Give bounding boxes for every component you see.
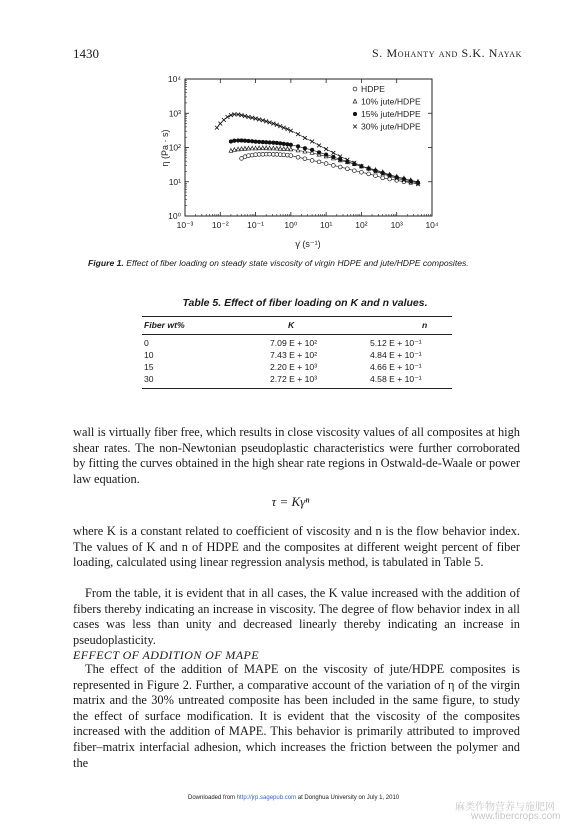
legend-marker [353,125,357,129]
data-point [218,122,222,126]
data-point [324,147,328,151]
legend-marker [353,87,357,91]
y-tick-label: 10² [168,142,181,153]
power-law-equation: τ = Kγⁿ [271,494,310,509]
data-point [317,144,321,148]
y-tick-label: 10³ [168,108,181,119]
data-point [229,140,233,144]
data-point [289,154,293,158]
data-point [254,146,258,150]
data-point [232,148,236,152]
legend-label: 30% jute/HDPE [361,121,421,132]
data-point [296,155,300,159]
data-point [247,139,251,143]
data-point [264,146,268,150]
table-row [142,374,452,386]
table-row [142,362,452,374]
data-point [215,126,219,130]
x-tick-label: 10⁻¹ [247,220,264,230]
data-point [310,159,314,163]
legend-label: 15% jute/HDPE [361,109,421,119]
data-point [247,146,251,150]
data-point [352,169,356,173]
table-cell: 2.20 E + 10³ [270,362,318,372]
data-point [278,124,282,128]
data-point [232,139,236,143]
data-point [296,148,300,152]
data-point [250,146,254,150]
data-point [243,146,247,150]
table-title: Table 5. Effect of fiber loading on K and n values. [182,297,428,309]
data-point [268,121,272,125]
data-point [338,165,342,169]
x-tick-label: 10¹ [319,220,333,230]
data-point [268,141,272,145]
x-tick-label: 10³ [390,220,403,230]
x-axis-label: γ̇ (s⁻¹) [295,239,321,249]
data-point [331,155,335,159]
table-row [142,350,452,362]
legend-marker [353,99,357,103]
body-paragraph-4: The effect of the addition of MAPE on the viscosity of jute/HDPE composites is represented in Figure 2. Further, a comparative account of the variation of η of the virgin matrix and the 30% untreated composite has been included in the same figure, to study the effect of surface modification. It is evident that the viscosity of the composites increased with the addition of MAPE. This behavior is primarily attributed to improved fiber–matrix interfacial adhesion, which increases the friction between the polymer and the [73,662,520,770]
data-point [268,146,272,150]
data-point [374,174,378,178]
download-suffix: at Donghua University on July 1, 2010 [297,795,400,801]
running-head: S. Mohanty and S.K. Nayak [372,46,522,60]
data-point [261,146,265,150]
data-point [310,140,314,144]
section-heading: EFFECT OF ADDITION OF MAPE [73,648,259,662]
table-cell: 7.09 E + 10² [270,338,318,348]
data-point [278,146,282,150]
data-point [268,152,272,156]
data-point [243,139,247,143]
table-cell: 5.12 E + 10⁻¹ [370,338,422,348]
data-point [296,132,300,136]
data-point [257,140,261,144]
data-point [381,176,385,180]
data-point [367,172,371,176]
x-tick-label: 10⁻³ [176,220,194,230]
data-point [331,164,335,168]
data-point [310,148,314,152]
data-point [303,146,307,150]
table-cell: 30 [144,374,154,384]
table-cell: 4.66 E + 10⁻¹ [370,362,422,372]
chart-legend [353,84,421,132]
data-point [264,119,268,123]
table-row [142,338,452,350]
table-cell: 10 [144,350,154,360]
data-point [282,126,286,130]
table-rule-top [142,316,452,317]
table-cell: 7.43 E + 10² [270,350,318,360]
data-point [324,153,328,157]
figure-caption-text: Effect of fiber loading on steady state viscosity of virgin HDPE and jute/HDPE composites. [126,258,469,268]
data-point [296,144,300,148]
table-cell: 4.84 E + 10⁻¹ [370,350,422,360]
data-point [226,115,230,119]
table-cell: 4.58 E + 10⁻¹ [370,374,422,384]
watermark-chinese: 麻类作物营养与施肥网 [455,802,555,813]
legend-label: HDPE [361,84,385,94]
data-point [303,157,307,161]
figure-caption-label: Figure 1. [88,258,124,268]
x-tick-label: 10⁴ [425,220,439,230]
figure-caption [88,258,528,268]
table-header-k: K [288,320,295,330]
x-tick-label: 10⁻² [211,220,229,230]
data-point [324,162,328,166]
data-point [271,146,275,150]
data-point [282,153,286,157]
table-cell: 15 [144,362,154,372]
viscosity-chart [150,66,450,252]
table-rule-mid [142,334,452,335]
data-point [271,122,275,126]
data-point [303,136,307,140]
table-header-fiber: Fiber wt% [144,320,185,330]
watermark-url: www.fibercrops.com [471,811,561,822]
data-point [317,150,321,154]
body-paragraph-2: where K is a constant related to coefficient of viscosity and n is the flow behavior index. The values of K and n of HDPE and the composites at different weight percent of fiber loading, calculated using linear regression analysis method, is tabulated in Table 5. [73,524,520,570]
y-tick-label: 10⁰ [168,211,181,221]
table-header-n: n [422,320,428,330]
body-paragraph-1: wall is virtually fiber free, which results in close viscosity values of all composites at high shear rates. The non-Newtonian pseudoplastic characteristics were further corroborated by fitting the curves obtained in the high shear rate regions in Ostwald-de-Waale or power law equation. [73,425,520,486]
data-point [257,152,261,156]
legend-label: 10% jute/HDPE [361,96,421,107]
data-point [289,147,293,151]
data-point [282,147,286,151]
data-point [331,151,335,155]
data-point [222,118,226,122]
body-paragraph-3: From the table, it is evident that in all cases, the K value increased with the addition of fibers thereby indicating an increase in viscosity. The degree of flow behavior index in all cases was less than unity and decreased linearly thereby indicating an increase in pseudoplasticity. [73,586,520,647]
x-tick-label: 10⁰ [284,220,298,230]
data-point [247,154,251,158]
data-point [278,141,282,145]
download-footer [188,795,399,801]
data-point [282,142,286,146]
data-point [360,170,364,174]
data-point [275,123,279,127]
legend-marker [353,112,357,116]
page-number: 1430 [73,46,99,61]
data-point [345,167,349,171]
data-point [257,146,261,150]
data-point [289,143,293,147]
table-cell: 2.72 E + 10³ [270,374,318,384]
table-header-row [142,320,452,332]
download-prefix: Downloaded from [188,795,236,801]
y-tick-label: 10⁴ [167,74,181,84]
data-point [275,146,279,150]
data-point [254,140,258,144]
y-tick-label: 10¹ [168,176,181,187]
data-point [286,147,290,151]
table-rule-bottom [142,388,452,389]
x-tick-labels [177,220,439,230]
x-tick-label: 10² [355,220,368,230]
table-cell: 0 [144,338,149,348]
data-point [317,160,321,164]
download-link[interactable]: http://jrp.sagepub.com [236,795,297,801]
y-axis-label: η (Pa · s) [160,129,170,167]
